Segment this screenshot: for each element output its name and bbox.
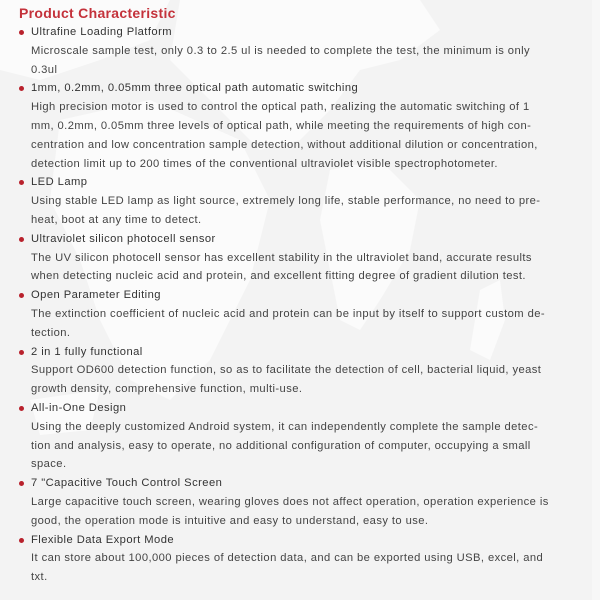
description-line: Support OD600 detection function, so as to facilitate the detection of cell, bacterial liquid, yeast: [31, 364, 542, 377]
description-line: txt.: [31, 571, 48, 584]
feature-item-parameter-editing: [0, 286, 592, 342]
feature-item-data-export: [0, 531, 592, 587]
feature-item-led-lamp: [0, 173, 592, 229]
feature-heading: [0, 531, 592, 550]
description-line: The extinction coefficient of nucleic acid and protein can be input by itself to support custom de-: [31, 307, 546, 320]
bullet-icon: [19, 86, 24, 91]
bullet-icon: [19, 30, 24, 35]
feature-heading: [0, 23, 592, 42]
description-line: 0.3ul: [31, 63, 58, 76]
feature-list: [0, 23, 592, 587]
feature-heading: [0, 343, 592, 362]
bullet-icon: [19, 293, 24, 298]
feature-item-all-in-one: [0, 399, 592, 474]
description-line: space.: [31, 458, 67, 471]
description-line: centration and low concentration sample detection, without additional dilution or concentration,: [31, 138, 538, 151]
description-line: when detecting nucleic acid and protein, and excellent fitting degree of gradient dilution test.: [31, 270, 526, 283]
feature-heading-text: Ultrafine Loading Platform: [31, 26, 173, 38]
feature-heading: [0, 399, 592, 418]
feature-heading-text: 7 "Capacitive Touch Control Screen: [31, 477, 223, 490]
feature-heading-text: 2 in 1 fully functional: [31, 345, 143, 358]
feature-heading-text: Open Parameter Editing: [31, 289, 161, 302]
bullet-icon: [19, 237, 24, 242]
feature-heading: [0, 79, 592, 98]
description-line: mm, 0.2mm, 0.05mm three levels of optical path, while meeting the requirements of high con-: [31, 119, 532, 132]
description-line: High precision motor is used to control the optical path, realizing the automatic switching of 1: [31, 101, 530, 114]
feature-heading: [0, 173, 592, 192]
description-line: good, the operation mode is intuitive and easy to understand, easy to use.: [31, 514, 429, 527]
description-line: It can store about 100,000 pieces of detection data, and can be exported using USB, excel, and: [31, 552, 544, 565]
feature-description: [0, 493, 592, 531]
feature-item-optical-path: [0, 79, 592, 173]
section-title: Product Characteristic: [19, 5, 176, 21]
description-line: heat, boot at any time to detect.: [31, 213, 202, 226]
page-edge: [592, 0, 600, 600]
feature-heading: [0, 286, 592, 305]
description-line: growth density, comprehensive function, multi-use.: [31, 383, 303, 396]
bullet-icon: [19, 406, 24, 411]
description-line: Using stable LED lamp as light source, extremely long life, stable performance, no need to pre-: [31, 195, 541, 208]
feature-item-touch-screen: [0, 474, 592, 530]
feature-description: [0, 98, 592, 173]
feature-description: [0, 305, 592, 343]
feature-heading: [0, 230, 592, 249]
bullet-icon: [19, 180, 24, 185]
feature-heading-text: Flexible Data Export Mode: [31, 533, 175, 546]
feature-description: [0, 549, 592, 587]
bullet-icon: [19, 538, 24, 543]
bullet-icon: [19, 481, 24, 486]
bullet-icon: [19, 350, 24, 355]
feature-description: [0, 249, 592, 287]
description-line: The UV silicon photocell sensor has excellent stability in the ultraviolet band, accurate results: [31, 251, 532, 264]
description-line: tion and analysis, easy to operate, no additional configuration of computer, occupying a small: [31, 439, 531, 452]
feature-heading: [0, 474, 592, 493]
description-line: Using the deeply customized Android system, it can independently complete the sample detec-: [31, 420, 539, 433]
feature-description: [0, 418, 592, 474]
description-line: detection limit up to 200 times of the conventional ultraviolet visible spectrophotometer.: [31, 157, 498, 170]
feature-heading-text: 1mm, 0.2mm, 0.05mm three optical path automatic switching: [31, 82, 359, 95]
description-line: tection.: [31, 326, 71, 339]
feature-item-uv-sensor: [0, 230, 592, 286]
feature-heading-text: LED Lamp: [31, 176, 88, 189]
feature-description: [0, 42, 592, 80]
feature-description: [0, 361, 592, 399]
feature-heading-text: Ultraviolet silicon photocell sensor: [31, 232, 216, 245]
description-line: Microscale sample test, only 0.3 to 2.5 ul is needed to complete the test, the minimum is only: [31, 44, 531, 57]
feature-item-ultrafine-loading: [0, 23, 592, 79]
feature-heading-text: All-in-One Design: [31, 401, 127, 414]
description-line: Large capacitive touch screen, wearing gloves does not affect operation, operation experience is: [31, 495, 549, 508]
feature-item-2-in-1: [0, 343, 592, 399]
feature-description: [0, 192, 592, 230]
